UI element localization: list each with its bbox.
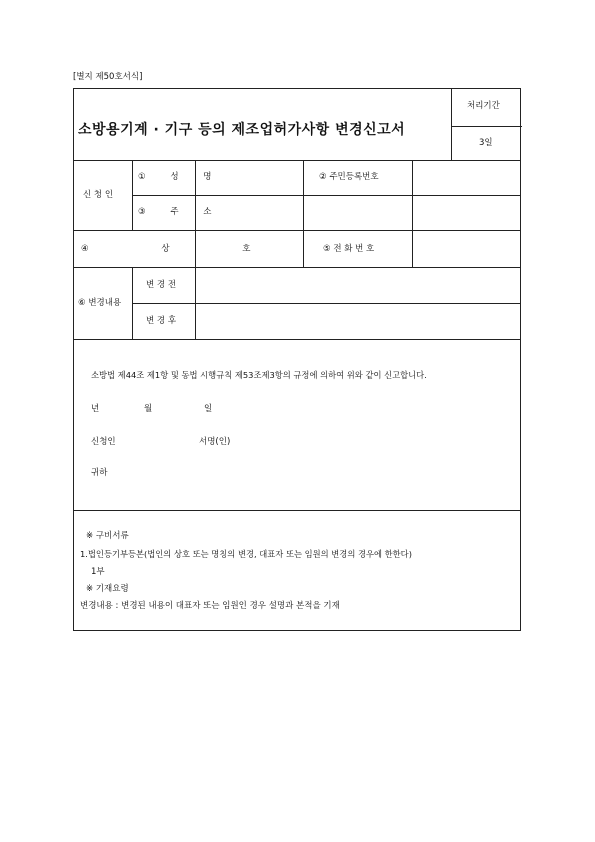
biz-div-a	[195, 230, 196, 267]
form-title: 소방용기계 · 기구 등의 제조업허가사항 변경신고서	[78, 122, 406, 138]
change-before-label: 변 경 전	[146, 280, 177, 290]
date-day-label: 일	[204, 404, 213, 414]
signature-label: 서명(인)	[199, 437, 231, 447]
biz-div-b	[303, 230, 304, 267]
filling-guide-heading: ※ 기재요령	[86, 584, 129, 594]
required-docs-item: 1.법인등기부등본(법인의 상호 또는 명칭의 변경, 대표자 또는 임원의 변경의 경우에 한한다)	[80, 549, 412, 559]
required-docs-heading: ※ 구비서류	[86, 531, 129, 541]
declaration-bottom-border	[74, 510, 520, 511]
filling-guide-item: 변경내용 : 변경된 내용이 대표자 또는 임원인 경우 설명과 본적을 기재	[80, 601, 340, 611]
name-field[interactable]	[196, 161, 302, 195]
changes-group-label: ⑥ 변경내용	[78, 298, 122, 308]
trade-name-field[interactable]	[196, 231, 302, 267]
address-label: ③ 주 소	[138, 207, 212, 217]
phone-field[interactable]	[413, 231, 520, 267]
rrn-label: ② 주민등록번호	[319, 172, 379, 182]
date-month-label: 월	[144, 404, 153, 414]
name-label: ① 성 명	[138, 172, 212, 182]
applicant-sign-label: 신청인	[91, 437, 116, 447]
form-frame	[73, 88, 521, 631]
change-after-field[interactable]	[196, 304, 520, 339]
title-divider	[451, 89, 452, 160]
change-before-field[interactable]	[196, 268, 520, 302]
phone-label: ⑤ 전 화 번 호	[323, 244, 375, 254]
processing-divider	[451, 126, 522, 127]
changes-bottom-border	[74, 339, 520, 340]
address-field[interactable]	[196, 196, 520, 230]
trade-name-label: ④ 상 호	[81, 244, 251, 254]
declaration-statement: 소방법 제44조 제1항 및 동법 시행규칙 제53조제3항의 규정에 의하여 위와 같이 신고합니다.	[91, 370, 427, 380]
change-after-label: 변 경 후	[146, 316, 177, 326]
rrn-field[interactable]	[413, 161, 520, 195]
applicant-group-label: 신 청 인	[83, 190, 114, 200]
processing-period-label: 처리기간	[467, 101, 500, 111]
recipient-label: 귀하	[91, 468, 108, 478]
required-docs-item-cont: 1부	[91, 567, 105, 577]
processing-period-value: 3일	[479, 138, 493, 148]
date-year-label: 년	[91, 404, 100, 414]
form-number-label: [별지 제50호서식]	[73, 72, 143, 82]
